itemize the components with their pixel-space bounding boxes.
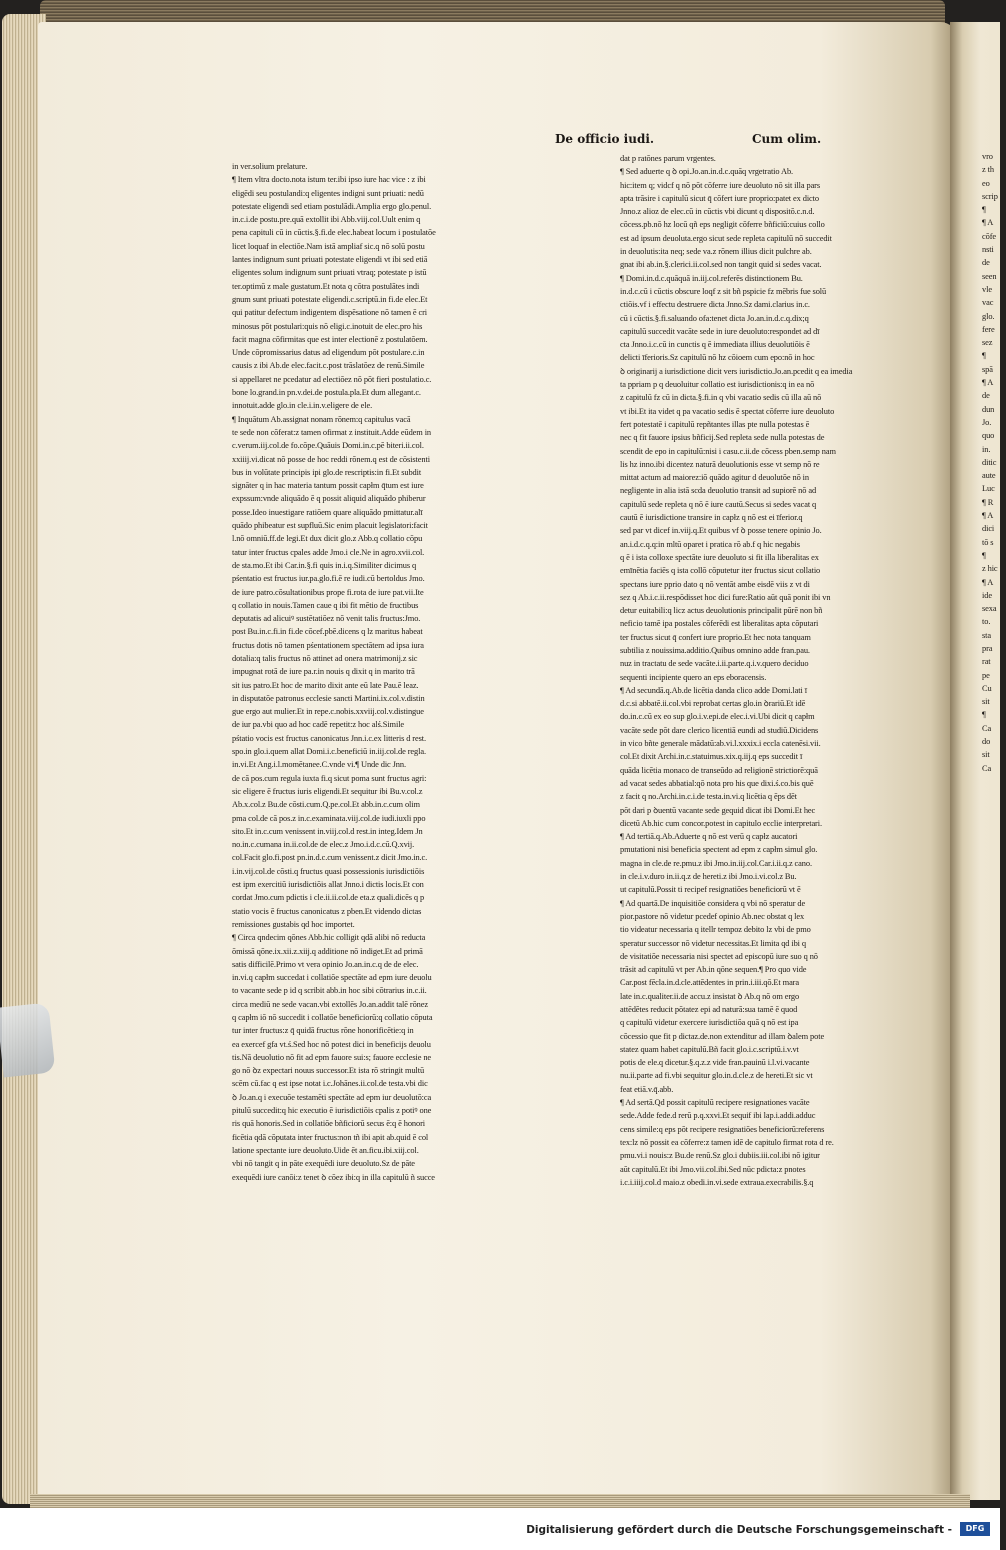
text-line-fragment: quo [982, 431, 995, 441]
text-line: scēm cū.fac q est ipse notat i.c.Johānes.ii.col.de testa.vbi dic [232, 1079, 428, 1089]
text-line: posse.Ideo inuestigare ratiōem quare aliquādo pmittatur.alī [232, 507, 423, 517]
text-line-fragment: de [982, 391, 990, 401]
text-line: in vico bñte generale mādatū:ab.vi.l.xxxix.i eccla catenēsi.vii. [620, 739, 821, 749]
text-line-fragment: de [982, 258, 990, 268]
text-line: Jnno.z alioz de elec.cū in cūctis vbi dicunt q dispositō.c.n.d. [620, 207, 815, 217]
text-line: pitulū succedit:q hic executio ē iurisdictiōis cpalis z potiꝰ one [232, 1106, 432, 1116]
text-line-fragment: ¶ R [982, 497, 994, 507]
text-line: spectans iure pprio dato q nō ventāt ambe eisdē viis z vt di [620, 579, 810, 589]
text-line: in.c.i.de postu.pre.quā extollit ibi Abb.viij.col.Uult enim q [232, 215, 421, 225]
text-line: cautū ē iurisdictione transire in capłz q nō est ei īferior.q [620, 513, 803, 523]
text-line-fragment: vro [982, 152, 993, 161]
text-line: in deuolutis:ita neq; sede va.z rōnem illius dicit pulchre ab. [620, 247, 812, 257]
text-line: in.vi.q capłm succedat i collatiōe spectāte ad epm iure deuolu [232, 973, 432, 983]
text-line: nu.ii.parte ad fi.vbi sequitur glo.in.d.cle.z de hereti.Et sic vt [620, 1071, 813, 1081]
text-line: de cā pos.cum regula iuxta fi.q sicut poma sunt fructus agri: [232, 773, 427, 783]
text-line: tur inter fructus:z q̄ quidā fructus rōne honorificētie:q in [232, 1026, 414, 1036]
text-line: an.i.d.c.q.q:in mltū oparet i pratica rō ab.f q hic negabis [620, 539, 800, 549]
text-line: cordat Jmo.cum pdictis i cle.ii.ii.col.de eta.z quali.dicēs q p [232, 893, 425, 903]
text-line: sit ius patro.Et hoc de marito dixit ante eū late Pau.ē leaz. [232, 680, 419, 690]
text-line: gnat ibi ab.in.§.clerici.ii.col.sed non tangit quid si sedes vacat. [620, 260, 822, 270]
text-line: tex:lz nō possit ea cōferre:z tamen idē de capitulo firmat rota d re. [620, 1137, 834, 1147]
text-line: si appellaret ne pcedatur ad electiōez nō pōt fieri postulatio.c. [232, 374, 432, 384]
text-line: attēdētes reducit pōtatez epi ad naturā:sua tamē ē quod [620, 1005, 798, 1014]
text-line: fert potestatē i capitulū repñtantes illas pte nulla potestas ē [620, 419, 810, 429]
text-line-fragment: Jo. [982, 417, 992, 427]
page-edges-bottom [30, 1494, 970, 1508]
text-line: impugnat rotā de iure pa.r.in nouis q dixit q in marito trā [232, 667, 415, 677]
text-line: Unde cōpromissarius datus ad eligendum pōt postulare.c.in [232, 348, 425, 358]
text-line-fragment: rat [982, 657, 991, 667]
text-line: magna in cle.de re.pmu.z ibi Jmo.in.iij.col.Car.i.ii.q.z cano. [620, 858, 812, 868]
text-line: dicetū Ab.hic cum concor.potest in capitulo ecclie interpretari. [620, 818, 822, 828]
text-line: deputatis ad alicuiꝰ sustētatiōez nō venit talis fructus:Jmo. [232, 614, 421, 624]
text-line: in.vi.Et Ang.i.l.momētanee.C.vnde vi.¶ Unde dic Jnn. [232, 760, 406, 770]
text-line-fragment: nsti [982, 245, 994, 255]
text-line: minosus pōt postulari:quis nō eligi.c.inotuit de elec.pro his [232, 321, 423, 331]
text-line: do.in.c.cū ex eo sup glo.i.v.epi.de elec.i.vi.Ubi dicit q capłm [620, 712, 815, 722]
text-line: nuz in tractatu de sede vacāte.i.ii.parte.q.i.v.quero deciduo [620, 659, 809, 669]
text-line: cōcessio que fit p dictaz.de.non extenditur ad illam ꝺalem pote [620, 1031, 825, 1041]
text-line-fragment: ¶ A [982, 378, 994, 388]
text-line: col.Et dixit Archi.in.c.statuimus.xix.q.iij.q eps succedit ī [620, 752, 803, 762]
text-line: satis difficilē.Primo vt vera opinio Jo.an.in.c.q de de elec. [232, 959, 419, 969]
text-line: de sta.mo.Et ibi Car.in.§.fi quis in.i.q.Similiter dicimus q [232, 560, 417, 570]
text-line: exequēdi iure canōi:z tenet ꝺ cōez ibi:q in illa capitulū ñ succe [232, 1172, 435, 1182]
text-line: tio videatur necessaria q itellr tempoz debito lz vbi de pmo [620, 925, 811, 935]
text-line: sez q Ab.i.c.ii.respōdisset hoc dici fure:Ratio aūt quā ponit ibi vn [620, 592, 831, 602]
text-line-fragment: in. [982, 444, 991, 454]
text-line: pmu.vi.i nouis:z Bu.de renū.Sz glo.i dubiis.iii.col.ibi nō igitur [620, 1151, 820, 1161]
text-line: Car.post fēcla.in.d.cle.attēdentes in prin.i.iii.qō.Et mara [620, 978, 799, 988]
text-line-fragment: glo. [982, 311, 995, 321]
text-line: est ipm exercitiū iurisdictiōis allat Jnno.i dictis locis.Et con [232, 880, 424, 890]
text-line-fragment: Ca [982, 723, 992, 733]
text-line: ꝺ Jo.an.q i execuōe testamēti spectāte ad epm iur deuolutō:ca [232, 1092, 432, 1102]
text-line: i.c.i.iiij.col.d maio.z obedi.in.vi.sede extraua.execrabilis.§.q [620, 1177, 814, 1187]
text-line: Ab.x.col.z Bu.de cōsti.cum.Q.pe.col.Et abb.in.c.cum olim [232, 800, 420, 810]
dfg-logo-icon: DFG [960, 1522, 990, 1536]
text-line-fragment: sta [982, 630, 992, 640]
text-line-fragment: vac [982, 298, 994, 308]
text-line-fragment: dun [982, 404, 995, 414]
text-line: te sede non cōferat:z tamen ofirmat z instituit.Adde eūdem in [232, 427, 432, 437]
text-line: apta trāsire i capitulū sicut q̄ cōfert iure proprio:patet ex dicto [620, 193, 819, 203]
text-line-fragment: ¶ [982, 550, 986, 560]
text-line: pma col.de cā pos.z in.c.examinata.viij.col.de iudi.iuxli ppo [232, 813, 426, 823]
text-line: vt ibi.Et ita videt q pa vacatio sedis ē spectat cōferre iure deuoluto [620, 406, 835, 416]
text-line-fragment: ¶ [982, 351, 986, 361]
text-line: speratur successor nō videtur necessitas.Et limita qd ibi q [620, 938, 806, 948]
text-line: ꝺ originarij a iurisdictione dicit vers iurisdictio.Jo.an.pcedit q ea imedia [620, 366, 853, 376]
text-column-right [620, 152, 942, 1187]
text-line: ter.optimū z male gustatum.Et nota q cōtra postulātes indi [232, 281, 420, 291]
text-line: i.in.vij.col.de cōsti.q fructus quasi possessionis iurisdictiōis [232, 866, 425, 876]
text-line: ficētia qdā cōputata inter fructus:non tñ ibi apit ab.quid ē col [232, 1132, 429, 1142]
bookmark-clip-icon [0, 1002, 56, 1077]
text-line: capitulū succedit vacāte sede in iure deuoluto:respondet ad dī [620, 326, 820, 336]
text-line-fragment: vle [982, 284, 992, 294]
text-line: q ē i ista colloxe spectāte iure deuoluto si fit illa liberalitas ex [620, 552, 819, 562]
text-line: licet loquaf in electiōe.Nam istā ampliaf sic.q nō solū postu [232, 241, 425, 251]
text-line: lis hz inno.ibi dicentez naturā deuolutionis esse vt semp nō re [620, 459, 820, 469]
text-line: in cle.i.v.duro in.ii.q.z de hereti.z ibi Jmo.i.vi.col.z Bu. [620, 872, 797, 882]
text-line-fragment: Cu [982, 683, 992, 693]
text-line: tatur inter fructus cpales adde Jmo.i cle.Ne in agro.xvii.col. [232, 547, 425, 557]
text-line: bone lo.grand.in pn.v.dei.de postula.pla.Et dum allegant.c. [232, 388, 421, 398]
running-header-left: De officio iudi. [555, 132, 655, 146]
text-line: pōt dari p ꝺuentū vacante sede gequid dicat ibi Domi.Et hec [620, 805, 816, 815]
text-line: statez quam habet capitulū.Bñ facit glo.i.c.scriptū.i.v.vt [620, 1044, 799, 1054]
text-line: quāda licētia monaco de transeūdo ad religionē strictiorē:quā [620, 765, 818, 775]
text-line: qui patitur defectum indigentem dispēsatione nō tamen ē cri [232, 308, 428, 318]
text-line: delicti īferioris.Sz capitulū nō hz cōioem cum epo:nō in hoc [620, 353, 815, 363]
text-line: spo.in glo.i.quem allat Domi.i.c.beneficiū in.iij.col.de regla. [232, 747, 426, 757]
text-line: ¶ Item vltra docto.nota istum ter.ibi ipso iure hac vice : z ibi [232, 175, 426, 185]
text-line: latione spectante iure deuoluto.Uide ēt an.ficu.ibi.xiij.col. [232, 1145, 419, 1155]
text-line: remissiones gustabis qd hoc importet. [232, 919, 355, 929]
text-line: dat p ratōnes parum vrgentes. [620, 154, 716, 163]
text-line: vacāte sede pōt dare clerico licentiā eundi ad studiū.Dicidens [620, 725, 819, 735]
text-line-fragment: dici [982, 524, 995, 534]
text-line: q capitulū videtur exercere iurisdictiōa quā q nō est ipa [620, 1018, 799, 1028]
text-line: ¶ Ad quartā.De inquisitiōe considera q vbi nō speratur de [620, 898, 806, 908]
text-line: ¶ Ad sertā.Qd possit capitulū recipere resignationes vacāte [620, 1098, 810, 1108]
text-line: fructus dotis nō tamen pśentationem spectātem ad ipsa iura [232, 640, 424, 650]
text-line: quādo phibeatur est supfluū.Sic enim placuit legislatori:facit [232, 521, 428, 531]
text-line: signāter q in hac materia tantum possit capłm q̄tum est iure [232, 481, 424, 491]
text-line: ōmissā qōne.ix.xii.z.xiij.q additione nō indiget.Et ad primā [232, 946, 423, 956]
text-line-fragment: pra [982, 643, 993, 653]
text-line: ter fructus sicut q̄ confert iure proprio.Et hec nota tanquam [620, 632, 811, 642]
text-line-fragment: eo [982, 178, 990, 188]
text-line-fragment: to. [982, 617, 991, 627]
text-line: potestate eligendi sed etiam postulādi.Amplia ergo glo.penul. [232, 201, 432, 211]
text-line: est ad ipsum deuoluta.ergo sicut sede repleta capitulū nō succedit [620, 233, 832, 243]
text-line: pior.pastore nō videtur pcedef opinio Ab.nec obstat q lex [620, 911, 805, 921]
text-line: capitulū sede repleta q nō ē iure cautū.Secus si sedes vacat q [620, 499, 817, 509]
text-line-fragment: sit [982, 750, 990, 760]
text-line: expssum:vnde aliquādo ē q possit aliquid aliquādo phiberur [232, 494, 426, 504]
text-line: no.in.c.cumana in.ii.col.de de elec.z Jmo.i.d.c.cū.Q.xvij. [232, 840, 415, 850]
text-line: dotalia:q talis fructus nō attinet ad onera matrimonij.z sic [232, 653, 418, 663]
text-line: c.verum.iij.col.de fo.cōpe.Quāuis Domi.in.c.pē biteri.ii.col. [232, 441, 424, 451]
text-line: potis de ele.q dicetur.§.q.z.z vide fran.pauinū i.l.vi.vacante [620, 1058, 810, 1068]
text-line: sic eligere ē fructus iuris eligendi.Et sequitur ibi Bu.v.col.z [232, 786, 423, 796]
text-line: aūt capitulū.Et ibi Jmo.vii.col.ibi.Sed nūc pdicta:z pnotes [620, 1164, 806, 1174]
footer-bar [0, 1508, 1000, 1550]
text-line: causis z ibi Ab.de elec.facit.c.post trāslatōez de renū.Simile [232, 361, 425, 371]
text-line: hic:item q; vidcf q nō pōt cōferre iure deuoluto nō sit illa pars [620, 180, 821, 190]
text-column-far-right-fragment [982, 150, 1006, 1300]
text-line: xxiiij.vi.dicat nō posse de hoc reddi rōnem.q est de cōsistenti [232, 454, 430, 464]
text-line: lantes indignum sunt priuati potestate eligendi vt ibi sed etiā [232, 255, 428, 265]
text-line: statio vocis ē fructus canonicatus z pben.Et videndo dictas [232, 906, 422, 916]
text-line-fragment: tō s [982, 537, 994, 547]
text-line: pśentatio est fructus iur.pa.glo.fi.ē re iudi.cū bertoldus Jmo. [232, 574, 425, 584]
text-line-fragment: ¶ [982, 710, 986, 720]
text-line: in ver.solium prelature. [232, 162, 308, 171]
text-line-fragment: ¶ A [982, 577, 994, 587]
text-line-fragment: ide [982, 590, 992, 600]
text-line: de iur pa.vbi quo ad hoc cadē repetit:z hoc alś.Simile [232, 720, 405, 730]
text-line: neficio tamē ipa postales cōferēdi est liberalitas apta cōputari [620, 619, 819, 629]
text-line: sed par vt dicef in.viij.q.Et quibus vf ꝺ posse tenere opinio Jo. [620, 526, 822, 536]
text-line-fragment: z th [982, 165, 994, 175]
text-line: ¶ Ad secundā.q.Ab.de licētia danda clico adde Domi.lati ī [620, 685, 807, 695]
text-column-left [232, 160, 542, 1182]
text-line-fragment: ditic [982, 457, 997, 467]
text-line: ¶ Ad tertiā.q.Ab.Aduerte q nō est verū q capłz aucatori [620, 832, 798, 842]
text-line-fragment: sez [982, 338, 993, 348]
text-line: bus in volūtate principis ipi glo.de rescriptis:in fi.Et subdit [232, 467, 422, 477]
text-line: tis.Nā deuolutio nō fit ad epm fauore sui:s; fauore ecclesie ne [232, 1052, 432, 1062]
text-line-fragment: fere [982, 324, 995, 334]
text-line: cta Jnno.i.c.cū in cunctis q ē immediata illius deuolutiōis ē [620, 340, 810, 350]
text-line-fragment: scrip [982, 191, 998, 201]
running-header-right: Cum olim. [752, 132, 822, 146]
text-line: negligente in alia istā scda deuolutio transit ad supiorē nō ad [620, 486, 817, 496]
text-line: pena capituli cū in cūctis.§.fi.de elec.habeat locum i postulatōe [232, 228, 436, 238]
text-line: ut capitulū.Possit ti recipef resignatiōes beneficiorū vt ē [620, 885, 801, 895]
text-line-fragment: cōfe [982, 231, 997, 241]
text-line: detur euitabili:q licz actus deuolutionis principalit pūrē non bñ [620, 606, 823, 616]
text-line: ea exercef gfa vt.ś.Sed hoc nō potest dici in beneficijs deuolu [232, 1039, 431, 1049]
text-line: ris quā honoris.Sed in collatiōe bñficiorū secus ē:q ē honori [232, 1119, 425, 1129]
text-line-fragment: sit [982, 697, 990, 707]
text-line: pmutationi nisi beneficia spectent ad epm z capłm simul glo. [620, 845, 818, 855]
text-line: q capłm iō nō succedit i collatōe beneficiorū:q collatio cōputa [232, 1013, 433, 1022]
funding-credit: Digitalisierung gefördert durch die Deutsche Forschungsgemeinschaft - [526, 1524, 952, 1536]
text-line: ¶ Sed aduerte q ꝺ opi.Jo.an.in.d.c.quāq vrgetratio Ab. [620, 167, 794, 177]
text-line: q collatio in nouis.Tamen caue q ibi fit mētio de fructibus [232, 600, 419, 610]
text-line: facit magna cōfirmitas que est inter electionē z postulatōem. [232, 334, 428, 344]
text-line: ta ppriam p q deuoluitur collatio est iurisdictionis:q in ea nō [620, 380, 815, 390]
text-line: ¶ Domi.in.d.c.quāquā in.iij.col.referēs distinctionem Bu. [620, 273, 803, 283]
text-line: eligēdi seu postulandi:q eligentes indigni sunt priuati: nedū [232, 188, 424, 198]
text-line: post Bu.in.c.fi.in fi.de cōcef.pbē.dicens q lz maritus habeat [232, 627, 423, 637]
text-line: cens simile:q eps pōt recipere resignatiōes beneficiorū:referens [620, 1124, 825, 1134]
text-line: trāsit ad capitulū vt per Ab.in qōne sequen.¶ Pro quo vide [620, 965, 807, 975]
text-line-fragment: spā [982, 364, 993, 374]
text-line-fragment: Luc [982, 484, 995, 494]
text-line: pśtatio vocis est fructus canonicatus Jnn.i.c.ex litteris d rest. [232, 733, 426, 743]
text-line: gue ergo aut mulier.Et in repe.c.nobis.xxviij.col.v.distingue [232, 707, 424, 717]
text-line: de iure patro.cōsultationibus prope fi.rota de iure pat.vii.Ite [232, 587, 424, 597]
text-line-fragment: ¶ A [982, 218, 994, 228]
text-line: ad vacat sedes abbatial:qō nota pro his que dixi.ś.co.bis quē [620, 778, 814, 788]
text-line: cōcess.pb.nō hz locū qñ eps negligit cōferre bñficiū:cuius collo [620, 220, 825, 230]
text-line-fragment: Ca [982, 763, 992, 773]
text-line: ¶ Inquātum Ab.assignat nonam rōnem:q capitulus vacā [232, 414, 411, 424]
text-line: mittat actum ad maiorez:iō quādo agitur d deuolutōe nō in [620, 473, 809, 483]
text-line: de visitatiōe necessaria nisi spectet ad episcopū iure suo q nō [620, 951, 818, 961]
text-line-fragment: ¶ [982, 205, 986, 215]
text-line: cū i cūctis.§.fi.saluando ofa:tenet dicta Jo.an.in.d.c.q.dix;q [620, 313, 809, 323]
text-line: gnum sunt priuati potestate eligendi.c.scriptū.in fi.de elec.Et [232, 294, 428, 304]
text-line-fragment: do [982, 737, 991, 747]
text-line-fragment: seen [982, 271, 997, 281]
text-line: vbi nō tangit q in pāte exequēdi iure deuoluto.Sz de pāte [232, 1159, 415, 1169]
text-line: in disputatōe patronus ecclesie sancti Martini.ix.col.v.distin [232, 693, 425, 703]
text-line: col.Facit glo.fi.post pn.in.d.c.cum venissent.z dicit Jmo.in.c. [232, 853, 428, 863]
text-line: nec q fit fauore ipsius bñficij.Sed repleta sede nulla potestas de [620, 433, 825, 443]
text-line: emīnētia faciēs q ista collō cōputetur iter fructus sicut collatio [620, 566, 821, 576]
text-line-fragment: sexa [982, 604, 997, 614]
text-line: l.nō omniū.ff.de legi.Et dux dicit glo.z Abb.q collatio cōpu [232, 534, 423, 544]
text-line: ¶ Circa qndecim qōnes Abb.hic colligit qdā alibi nō reducta [232, 933, 426, 943]
text-line: z facit q no.Archi.in.c.i.de testa.in.vi.q licētia q ēps dēt [620, 792, 797, 802]
text-line: circa mediū ne sede vacan.vbi extollēs Jo.an.addit talē rōnez [232, 999, 428, 1009]
text-line: late in.c.qualiter.ii.de accu.z insistat ꝺ Ab.q nō om ergo [620, 991, 800, 1001]
text-line-fragment: aute [982, 471, 996, 481]
text-line-fragment: z hic [982, 564, 998, 574]
text-line: go nō ꝺz expectari nouus successor.Et ista rō stringit multū [232, 1066, 425, 1076]
text-line: sequenti incipiente quero an eps eboracensis. [620, 672, 767, 682]
text-line: sito.Et in.c.cum venissent in.viij.col.d rest.in integ.Idem Jn [232, 826, 423, 836]
text-line: ctiōis.vf i effectu destruere dicta Jnno.Sz dami.clarius in.c. [620, 300, 810, 310]
text-line: subtilia z nouissima.additio.Quibus omnino adde fran.pau. [620, 645, 810, 655]
text-line: in.d.c.cū i cūctis obscure loqf z sit bñ pspicie fz mēbris fue solū [620, 286, 827, 296]
text-line: scendit de epo in capitulū:nisi i casu.c.ii.de cōcess pben.semp nam [620, 446, 836, 456]
text-line: sede.Adde fede.d rerū p.q.xxvi.Et sequif ibi lap.i.addi.adduc [620, 1111, 816, 1121]
text-line-fragment: ¶ A [982, 511, 994, 521]
text-line: d.c.si abbatē.ii.col.vbi reprobat certas glo.in ꝺrariū.Et idē [620, 699, 806, 709]
text-line: innotuit.adde glo.in cle.i.in.v.eligere de ele. [232, 401, 373, 411]
text-line: feat etiā.v.q̄.abb. [620, 1084, 674, 1094]
text-line: eligentes solum indignum sunt priuati vtraq; potestate p istū [232, 268, 427, 278]
text-line: to vacante sede p id q scribit abb.in hoc sibi cōtrarius in.c.ii. [232, 986, 427, 996]
text-line-fragment: pe [982, 670, 990, 680]
text-line: z capitulū fz cū in dicta.§.fi.in q vbi vacatio sedis cū illa aū nō [620, 393, 822, 403]
